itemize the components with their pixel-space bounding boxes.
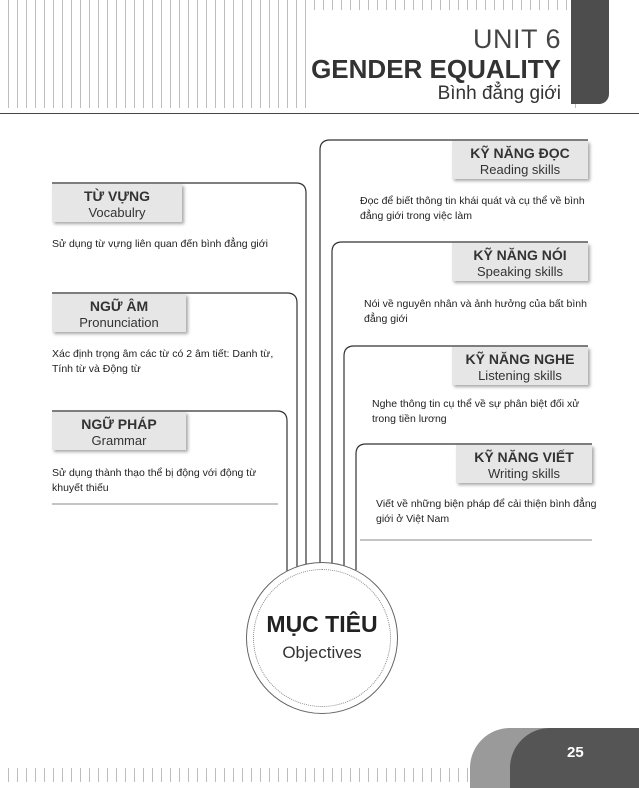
listening-title: KỸ NĂNG NGHE bbox=[465, 351, 575, 367]
vocabulary-description: Sử dụng từ vựng liên quan đến bình đẳng giới bbox=[52, 238, 268, 250]
vocabulary-title: TỪ VỰNG bbox=[83, 188, 150, 204]
speaking-box bbox=[452, 243, 588, 281]
grammar-subtitle: Grammar bbox=[91, 433, 147, 448]
speaking-subtitle: Speaking skills bbox=[477, 264, 563, 279]
speaking-title: KỸ NĂNG NÓI bbox=[473, 247, 567, 263]
reading-description: Đọc để biết thông tin khái quát và cụ thể về bình đẳng giới trong việc làm bbox=[360, 195, 585, 222]
objectives-circle bbox=[246, 562, 398, 714]
page-title: GENDER EQUALITY bbox=[311, 54, 561, 84]
pronunciation-description: Xác định trọng âm các từ có 2 âm tiết: Danh từ, Tính từ và Động từ bbox=[52, 348, 274, 375]
objectives-circle-dotted-ring bbox=[253, 569, 391, 707]
pronunciation-subtitle: Pronunciation bbox=[79, 315, 159, 330]
objectives-subtitle: Objectives bbox=[282, 643, 362, 662]
reading-title: KỸ NĂNG ĐỌC bbox=[470, 145, 570, 161]
objectives-title: MỤC TIÊU bbox=[266, 611, 378, 637]
unit-label: UNIT 6 bbox=[472, 24, 561, 54]
pronunciation-title: NGỮ ÂM bbox=[89, 298, 149, 314]
speaking-description: Nói về nguyên nhân và ảnh hưởng của bất bình đẳng giới bbox=[364, 298, 587, 325]
listening-description: Nghe thông tin cụ thể về sự phân biệt đối xử trong tiền lương bbox=[372, 398, 580, 425]
writing-description: Viết về những biện pháp để cải thiện bình đẳng giới ở Việt Nam bbox=[376, 498, 597, 525]
writing-subtitle: Writing skills bbox=[488, 466, 560, 481]
grammar-description: Sử dụng thành thạo thể bị động với động từ khuyết thiếu bbox=[52, 467, 257, 494]
page-subtitle: Bình đẳng giới bbox=[437, 83, 561, 104]
pronunciation-box bbox=[52, 294, 186, 332]
grammar-title: NGỮ PHÁP bbox=[81, 416, 157, 432]
vocabulary-box bbox=[52, 184, 182, 222]
writing-box bbox=[456, 445, 592, 483]
vocabulary-subtitle: Vocabulry bbox=[88, 205, 146, 220]
reading-subtitle: Reading skills bbox=[479, 162, 561, 177]
grammar-box bbox=[52, 412, 186, 450]
page-number: 25 bbox=[567, 744, 584, 761]
listening-subtitle: Listening skills bbox=[478, 368, 562, 383]
writing-title: KỸ NĂNG VIẾT bbox=[474, 449, 574, 465]
footer-stripe-pattern bbox=[0, 768, 480, 782]
reading-box bbox=[452, 141, 588, 179]
listening-box bbox=[452, 347, 588, 385]
